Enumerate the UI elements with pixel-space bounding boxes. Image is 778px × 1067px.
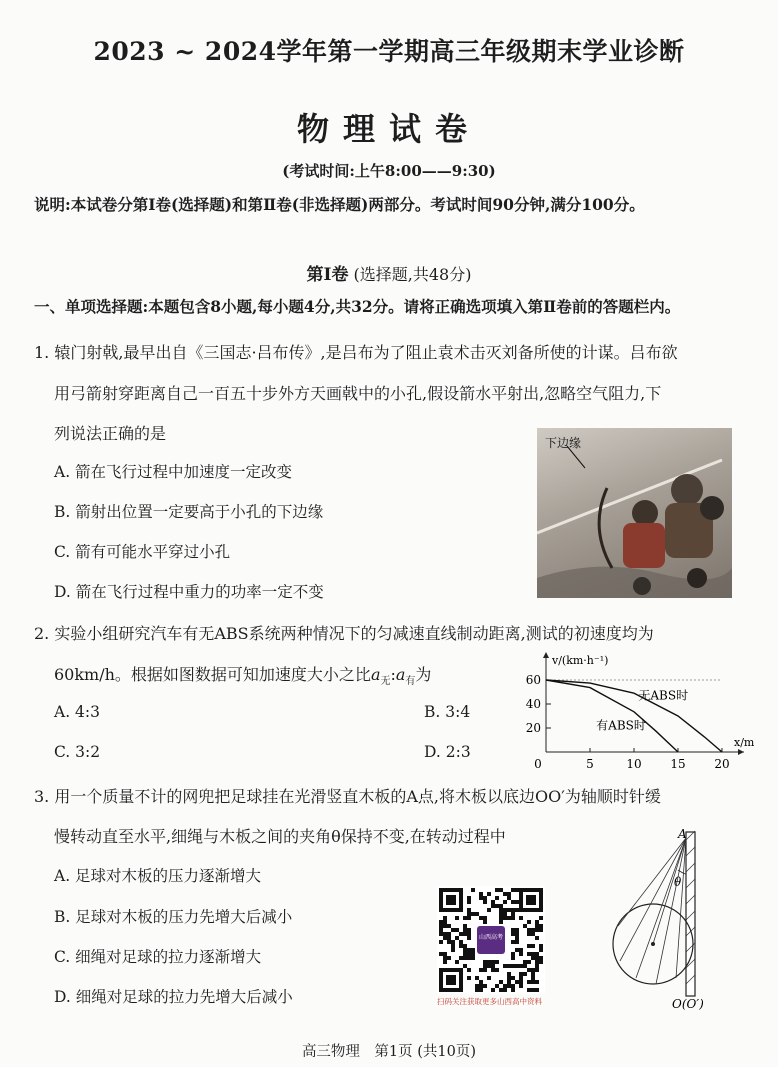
qr-module: [459, 940, 463, 944]
q2-ratio-a2: a: [395, 665, 406, 684]
qr-module: [439, 952, 443, 956]
q2-option-a: A. 4:3: [54, 703, 100, 721]
q1-option-c: C. 箭有可能水平穿过小孔: [54, 543, 231, 561]
qr-module: [507, 980, 511, 984]
qr-module: [527, 944, 531, 948]
qr-module: [471, 952, 475, 956]
qr-module: [483, 916, 487, 920]
qr-module: [511, 908, 515, 912]
qr-module: [487, 960, 491, 964]
qr-module: [467, 900, 471, 904]
qr-module: [523, 960, 527, 964]
qr-module: [503, 988, 507, 992]
qr-module: [527, 920, 531, 924]
qr-module: [483, 964, 487, 968]
qr-module: [535, 956, 539, 960]
y-tick-label: 40: [525, 697, 541, 711]
qr-module: [523, 964, 527, 968]
qr-center-label: 山西高考: [478, 934, 504, 941]
qr-module: [447, 940, 451, 944]
qr-module: [463, 916, 467, 920]
qr-module: [479, 916, 483, 920]
q3-option-d: D. 细绳对足球的拉力先增大后减小: [54, 988, 293, 1006]
qr-module: [503, 964, 507, 968]
q1-figure-label: 下边缘: [545, 436, 582, 450]
qr-module: [511, 940, 515, 944]
q2-option-b: B. 3:4: [424, 703, 471, 721]
qr-module: [515, 928, 519, 932]
qr-module: [499, 904, 503, 908]
wooden-board: [686, 832, 695, 996]
qr-module: [507, 964, 511, 968]
y-axis-arrow: [543, 652, 549, 658]
qr-module: [499, 888, 503, 892]
qr-module: [487, 892, 491, 896]
qr-module: [447, 936, 451, 940]
qr-module: [511, 916, 515, 920]
qr-module: [531, 952, 535, 956]
qr-module: [491, 904, 495, 908]
qr-module: [527, 980, 531, 984]
qr-module: [511, 912, 515, 916]
qr-module: [495, 960, 499, 964]
qr-module: [503, 900, 507, 904]
qr-module: [511, 976, 515, 980]
page-footer: 高三物理 第1页 (共10页): [301, 1044, 477, 1060]
series-label-1: 无ABS时: [638, 688, 689, 703]
instructions: 说明:本试卷分第Ⅰ卷(选择题)和第Ⅱ卷(非选择题)两部分。考试时间90分钟,满分100分。: [34, 195, 645, 214]
qr-module: [483, 900, 487, 904]
q3-label-o: O(O′): [672, 997, 704, 1011]
q3-option-c: C. 细绳对足球的拉力逐渐增大: [54, 948, 262, 966]
q2-ratio-sub2: 有: [405, 676, 416, 688]
qr-module: [511, 952, 515, 956]
qr-module: [439, 932, 443, 936]
qr-module: [539, 916, 543, 920]
q2-ratio-tail: 为: [415, 665, 432, 684]
qr-module: [527, 928, 531, 932]
qr-module: [439, 920, 443, 924]
qr-module: [539, 944, 543, 948]
qr-module: [487, 908, 491, 912]
qr-module: [471, 956, 475, 960]
qr-module: [463, 952, 467, 956]
qr-module: [467, 908, 471, 912]
qr-module: [459, 932, 463, 936]
qr-module: [535, 920, 539, 924]
qr-module: [479, 988, 483, 992]
qr-module: [467, 928, 471, 932]
qr-module: [535, 964, 539, 968]
y-tick-label: 20: [525, 721, 541, 735]
qr-module: [447, 932, 451, 936]
qr-module: [483, 968, 487, 972]
qr-module: [495, 896, 499, 900]
qr-module: [535, 928, 539, 932]
qr-module: [539, 960, 543, 964]
x-tick-label: 20: [714, 757, 730, 771]
qr-module: [463, 964, 467, 968]
qr-module: [535, 952, 539, 956]
q2-line-2: [54, 662, 431, 687]
qr-module: [511, 928, 515, 932]
qr-module: [491, 964, 495, 968]
q1-option-b: B. 箭射出位置一定要高于小孔的下边缘: [54, 503, 324, 521]
qr-module: [531, 988, 535, 992]
q1-option-a: A. 箭在飞行过程中加速度一定改变: [54, 463, 293, 481]
qr-module: [535, 936, 539, 940]
qr-module: [467, 948, 471, 952]
qr-module: [451, 944, 455, 948]
qr-module: [515, 980, 519, 984]
q1-line-3: 列说法正确的是: [54, 424, 167, 443]
qr-module: [491, 960, 495, 964]
qr-module: [535, 924, 539, 928]
qr-module: [503, 984, 507, 988]
x-tick-label: 10: [626, 757, 642, 771]
qr-module: [443, 936, 447, 940]
qr-module: [443, 920, 447, 924]
qr-module: [463, 948, 467, 952]
qr-module: [503, 892, 507, 896]
qr-module: [507, 908, 511, 912]
qr-module: [531, 944, 535, 948]
qr-module: [515, 936, 519, 940]
q3-line-2: 慢转动直至水平,细绳与木板之间的夹角θ保持不变,在转动过程中: [54, 827, 506, 846]
part-title: 第Ⅰ卷: [306, 265, 349, 285]
qr-module: [495, 904, 499, 908]
qr-module: [443, 952, 447, 956]
qr-module: [531, 980, 535, 984]
qr-module: [531, 976, 535, 980]
qr-module: [463, 944, 467, 948]
qr-module: [479, 896, 483, 900]
qr-module: [519, 984, 523, 988]
qr-module: [511, 932, 515, 936]
qr-module: [483, 896, 487, 900]
qr-module: [535, 988, 539, 992]
qr-module: [487, 964, 491, 968]
qr-module: [519, 972, 523, 976]
x-tick-label: 15: [670, 757, 686, 771]
qr-module: [499, 988, 503, 992]
qr-module: [487, 976, 491, 980]
qr-module: [471, 912, 475, 916]
qr-module: [511, 988, 515, 992]
qr-module: [507, 972, 511, 976]
x-axis-arrow: [738, 749, 744, 755]
q1-line-2: 用弓箭射穿距离自己一百五十步外方天画戟中的小孔,假设箭水平射出,忽略空气阻力,下: [54, 384, 662, 403]
qr-module: [515, 900, 519, 904]
qr-module: [499, 916, 503, 920]
part-heading: [0, 260, 778, 285]
qr-module: [507, 896, 511, 900]
qr-module: [515, 908, 519, 912]
qr-module: [443, 924, 447, 928]
qr-module: [471, 888, 475, 892]
q1-option-d: D. 箭在飞行过程中重力的功率一定不变: [54, 583, 324, 601]
origin-label: 0: [534, 757, 542, 771]
braking-chart: [512, 648, 762, 773]
x-axis-label: x/m: [734, 736, 755, 749]
qr-module: [491, 968, 495, 972]
qr-module: [527, 960, 531, 964]
qr-module: [495, 888, 499, 892]
exam-title: 2023 ~ 2024学年第一学期高三年级期末学业诊断: [93, 37, 685, 66]
qr-module: [531, 956, 535, 960]
q2-option-c: C. 3:2: [54, 743, 101, 761]
qr-module: [463, 924, 467, 928]
qr-module: [519, 976, 523, 980]
qr-module: [527, 968, 531, 972]
q2-option-d: D. 2:3: [424, 743, 471, 761]
qr-module: [515, 948, 519, 952]
qr-module: [475, 976, 479, 980]
y-axis-label: v/(km·h⁻¹): [552, 654, 609, 667]
qr-module: [511, 964, 515, 968]
qr-module: [443, 960, 447, 964]
qr-module: [455, 936, 459, 940]
qr-module: [515, 888, 519, 892]
qr-module: [443, 932, 447, 936]
q1-line-1: 1. 辕门射戟,最早出自《三国志·吕布传》,是吕布为了阻止袁术击灭刘备所使的计谋。吕布欲: [34, 343, 678, 362]
part-subtitle: (选择题,共48分): [353, 265, 472, 284]
qr-module: [527, 988, 531, 992]
q2-ratio-sub1: 无: [380, 676, 391, 688]
q2-line-1: 2. 实验小组研究汽车有无ABS系统两种情况下的匀减速直线制动距离,测试的初速度均为: [34, 624, 654, 643]
qr-module: [463, 932, 467, 936]
qr-code[interactable]: [437, 886, 545, 994]
qr-module: [467, 956, 471, 960]
qr-module: [483, 984, 487, 988]
qr-caption: 扫码关注获取更多山西高中资料: [437, 997, 542, 1006]
qr-module: [443, 916, 447, 920]
q3-label-a: A: [678, 827, 687, 841]
qr-module: [447, 956, 451, 960]
qr-module: [523, 924, 527, 928]
qr-module: [467, 916, 471, 920]
qr-module: [531, 972, 535, 976]
qr-module: [499, 912, 503, 916]
qr-module: [491, 988, 495, 992]
qr-module: [439, 928, 443, 932]
qr-module: [451, 928, 455, 932]
exam-time: (考试时间:上午8:00——9:30): [282, 162, 496, 180]
q2-ratio-colon: :: [390, 665, 396, 684]
qr-module: [507, 916, 511, 920]
qr-module: [503, 912, 507, 916]
y-tick-label: 60: [525, 673, 541, 687]
qr-module: [451, 948, 455, 952]
qr-module: [463, 928, 467, 932]
qr-module: [519, 964, 523, 968]
subject-title: 物理试卷: [296, 110, 481, 148]
qr-module: [455, 916, 459, 920]
qr-module: [515, 964, 519, 968]
qr-module: [507, 892, 511, 896]
qr-module: [519, 948, 523, 952]
qr-module: [467, 932, 471, 936]
qr-module: [523, 972, 527, 976]
qr-module: [499, 920, 503, 924]
qr-module: [511, 984, 515, 988]
qr-module: [447, 924, 451, 928]
qr-module: [491, 900, 495, 904]
qr-module: [519, 980, 523, 984]
qr-module: [511, 888, 515, 892]
q3-option-b: B. 足球对木板的压力先增大后减小: [54, 908, 293, 926]
qr-module: [527, 932, 531, 936]
qr-module: [459, 956, 463, 960]
qr-module: [519, 952, 523, 956]
qr-module: [455, 960, 459, 964]
qr-module: [467, 952, 471, 956]
q2-line-2-text: 60km/h。根据如图数据可知加速度大小之比: [54, 665, 371, 684]
q3-label-theta: θ: [674, 875, 682, 889]
qr-module: [495, 984, 499, 988]
qr-module: [439, 924, 443, 928]
qr-module: [439, 940, 443, 944]
qr-module: [475, 912, 479, 916]
qr-module: [519, 916, 523, 920]
qr-module: [527, 952, 531, 956]
qr-module: [511, 900, 515, 904]
qr-module: [451, 940, 455, 944]
series-line-1: [546, 680, 722, 752]
qr-module: [535, 960, 539, 964]
qr-module: [467, 896, 471, 900]
qr-module: [531, 968, 535, 972]
qr-module: [443, 956, 447, 960]
q3-line-1: 3. 用一个质量不计的网兜把足球挂在光滑竖直木板的A点,将木板以底边OO′为轴顺时针缓: [34, 787, 661, 806]
qr-module: [499, 980, 503, 984]
qr-module: [479, 984, 483, 988]
qr-module: [531, 932, 535, 936]
x-tick-label: 5: [586, 757, 594, 771]
qr-module: [539, 948, 543, 952]
qr-module: [479, 980, 483, 984]
qr-module: [531, 928, 535, 932]
qr-module: [459, 944, 463, 948]
qr-module: [479, 892, 483, 896]
qr-module: [515, 932, 519, 936]
qr-module: [475, 984, 479, 988]
qr-module: [499, 908, 503, 912]
qr-module: [483, 960, 487, 964]
q2-ratio-a1: a: [370, 665, 381, 684]
qr-module: [495, 968, 499, 972]
qr-module: [503, 908, 507, 912]
q3-option-a: A. 足球对木板的压力逐渐增大: [54, 867, 262, 885]
qr-module: [479, 968, 483, 972]
qr-module: [539, 928, 543, 932]
qr-module: [483, 920, 487, 924]
qr-module: [507, 976, 511, 980]
qr-module: [539, 924, 543, 928]
qr-module: [503, 916, 507, 920]
qr-module: [467, 976, 471, 980]
qr-module: [535, 980, 539, 984]
q1-figure-photo: [537, 428, 732, 598]
qr-module: [467, 936, 471, 940]
archery-illustration: [537, 428, 732, 598]
qr-module: [535, 968, 539, 972]
qr-module: [507, 984, 511, 988]
qr-module: [511, 956, 515, 960]
section-heading: 一、单项选择题:本题包含8小题,每小题4分,共32分。请将正确选项填入第Ⅱ卷前的答题栏内。: [34, 297, 681, 316]
qr-module: [539, 956, 543, 960]
qr-module: [471, 948, 475, 952]
qr-module: [475, 988, 479, 992]
qr-module: [515, 940, 519, 944]
qr-module: [455, 928, 459, 932]
qr-module: [467, 968, 471, 972]
q3-figure-ball-board: [598, 826, 748, 1011]
qr-module: [463, 956, 467, 960]
series-label-2: 有ABS时: [596, 718, 646, 733]
qr-module: [467, 912, 471, 916]
